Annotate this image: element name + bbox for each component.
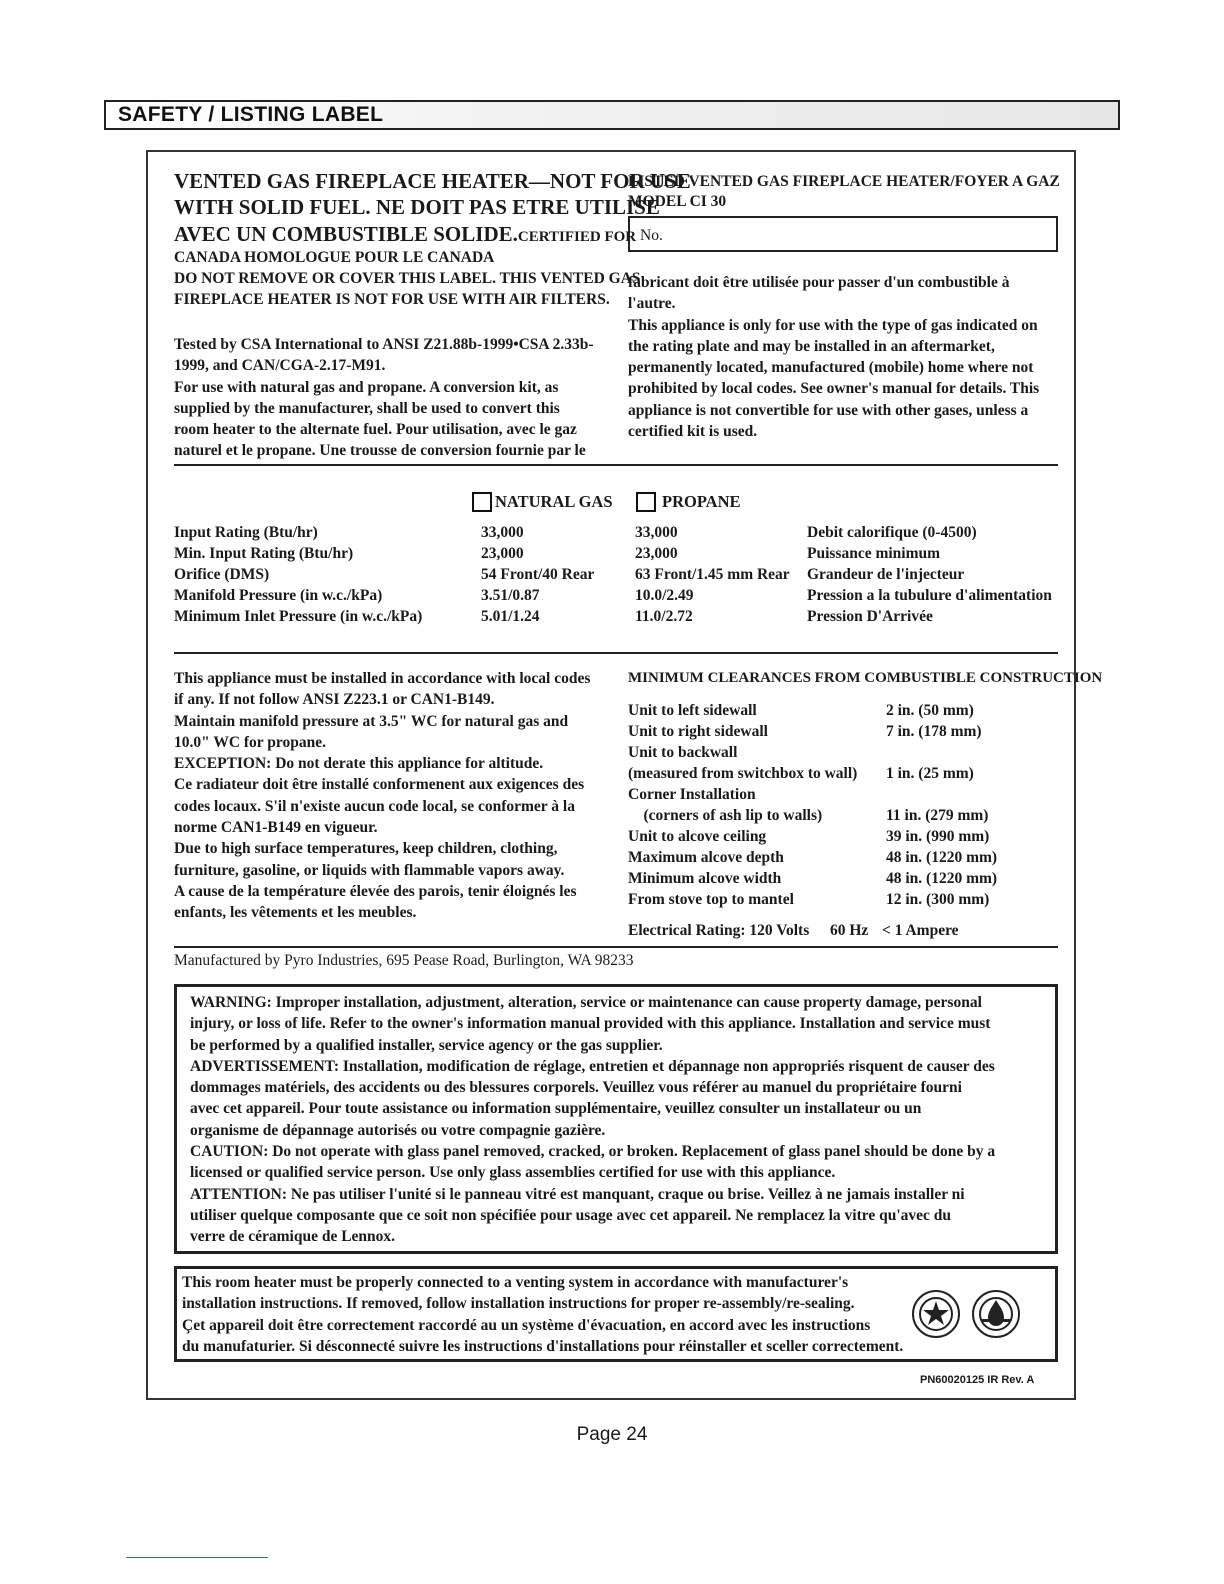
left-header-canada: CANADA HOMOLOGUE POUR LE CANADA (174, 249, 495, 266)
clearance-values: 2 in. (50 mm) 7 in. (178 mm) 1 in. (25 mm) 11 in. (279 mm) 39 in. (990 mm) 48 in. (1220 mm) 48 in. (1220 mm) 12 in. (300 mm) (886, 702, 998, 908)
left-header-air-filters: FIREPLACE HEATER IS NOT FOR USE WITH AIR FILTERS. (174, 291, 610, 308)
tested-paragraph: Tested by CSA International to ANSI Z21.88b-1999•CSA 2.33b- 1999, and CAN/CGA-2.17-M91. For use with natural gas and propane. A conversion kit, as supplied by the manufacturer, shall be used to convert this room heater to the alternate fuel. Pour utilisation, avec le gaz naturel et le propane. Une trousse de conversion fournie par le (174, 336, 594, 460)
section-title: SAFETY / LISTING LABEL (118, 103, 384, 126)
french-rating-labels: Debit calorifique (0-4500) Puissance minimum Grandeur de l'injecteur Pression a la tubulure d'alimentation Pression D'Arrivée (807, 524, 1052, 625)
section-header-bar (104, 100, 1120, 130)
gas-flame-logo-icon (972, 1290, 1020, 1338)
natural-gas-checkbox[interactable] (472, 492, 492, 512)
csa-star-logo-icon (912, 1290, 960, 1338)
clearances-title: MINIMUM CLEARANCES FROM COMBUSTIBLE CONSTRUCTION (628, 670, 1103, 686)
appliance-usage-paragraph: fabricant doit être utilisée pour passer d'un combustible à l'autre. This appliance is only for use with the type of gas indicated on the rating plate and may be installed in an aftermarket, permanently located, manufactured (mobile) home where not prohibited by local codes. See owner's manual for details. This appliance is not convertible for use with other gases, unless a certified kit is used. (628, 274, 1040, 441)
divider (126, 1557, 268, 1558)
divider (174, 946, 1058, 948)
rating-labels: Input Rating (Btu/hr) Min. Input Rating (Btu/hr) Orifice (DMS) Manifold Pressure (in w.c./kPa) Minimum Inlet Pressure (in w.c./kPa) (174, 524, 423, 625)
electrical-rating: Electrical Rating: 120 Volts (628, 922, 810, 939)
venting-paragraph: This room heater must be properly connected to a venting system in accordance with manufacturer's installation instructions. If removed, follow installation instructions for proper re-assembly/re-sealing. Çet appareil doit être correctement raccordé au un système d'évacuation, en accord avec les instructions du manufaturier. Si désconnecté suivre les instructions d'installations pour réinstaller et sceller correctement. (182, 1274, 904, 1355)
electrical-hz: 60 Hz (830, 922, 869, 939)
divider (174, 652, 1058, 654)
natural-gas-values: 33,000 23,000 54 Front/40 Rear 3.51/0.87 5.01/1.24 (481, 524, 595, 625)
electrical-ampere: < 1 Ampere (882, 922, 959, 939)
propane-values: 33,000 23,000 63 Front/1.45 mm Rear 10.0/2.49 11.0/2.72 (635, 524, 790, 625)
propane-checkbox[interactable] (636, 492, 656, 512)
left-header-line-2: WITH SOLID FUEL. NE DOIT PAS ETRE UTILISE (174, 195, 660, 219)
clearance-labels: Unit to left sidewall Unit to right sidewall Unit to backwall (measured from switchbox to wall) Corner Installation (corners of ash lip to walls) Unit to alcove ceiling Maximum alcove depth Minimum alcove width From stove top to mantel (628, 702, 858, 908)
model-number: MODEL CI 30 (628, 193, 727, 210)
listed-heater-title: LISTED VENTED GAS FIREPLACE HEATER/FOYER A GAZ (628, 173, 1060, 190)
serial-number-box (628, 216, 1058, 252)
propane-label: PROPANE (662, 492, 741, 511)
left-header-line-1: VENTED GAS FIREPLACE HEATER—NOT FOR USE (174, 169, 691, 193)
warning-paragraph: WARNING: Improper installation, adjustment, alteration, service or maintenance can cause property damage, personal injury, or loss of life. Refer to the owner's information manual provided with this appliance. Installation and service must be performed by a qualified installer, service agency or the gas supplier. ADVERTISSEMENT: Installation, modification de réglage, entretien et dépannage non appropriés risquent de causer des dommages matériels, des accidents ou des blessures corporels. Veuillez vous référer au manuel du propriétaire fourni avec cet appareil. Pour toute assistance ou information supplémentaire, veuillez consulter un installateur ou un organisme de dépannage autorisés ou votre compagnie gazière. CAUTION: Do not operate with glass panel removed, cracked, or broken. Replacement of glass panel should be done by a licensed or qualified service person. Use only glass assemblies certified for use with this appliance. ATTENTION: Ne pas utiliser l'unité si le panneau vitré est manquant, craque ou brise. Veillez à ne jamais installer ni utiliser quelque composante que ce soit non spécifiée pour usage avec cet appareil. Ne remplacez la vitre qu'avec du verre de céramique de Lennox. (190, 994, 996, 1246)
natural-gas-label: NATURAL GAS (495, 492, 613, 511)
certified-for: CERTIFIED FOR (517, 229, 637, 245)
left-header-do-not-remove: DO NOT REMOVE OR COVER THIS LABEL. THIS VENTED GAS (174, 270, 641, 287)
installation-paragraph: This appliance must be installed in accordance with local codes if any. If not follow ANSI Z223.1 or CAN1-B149. Maintain manifold pressure at 3.5" WC for natural gas and 10.0" WC for propane. EXCEPTION: Do not derate this appliance for altitude. Ce radiateur doit être installé conformenent aux exigences des codes locaux. S'il n'existe aucun code local, se conformer à la norme CAN1-B149 en vigueur. Due to high surface temperatures, keep children, clothing, furniture, gasoline, or liquids with flammable vapors away. A cause de la température élevée des parois, tenir éloignés les enfants, les vêtements et les meubles. (174, 670, 591, 922)
left-header-line-3: AVEC UN COMBUSTIBLE SOLIDE.CERTIFIED FOR (174, 222, 637, 246)
part-number: PN60020125 IR Rev. A (920, 1374, 1035, 1386)
page-number: Page 24 (576, 1424, 648, 1445)
divider (174, 464, 1058, 466)
manufacturer-line: Manufactured by Pyro Industries, 695 Pease Road, Burlington, WA 98233 (174, 952, 634, 969)
serial-number-label: No. (640, 227, 663, 244)
